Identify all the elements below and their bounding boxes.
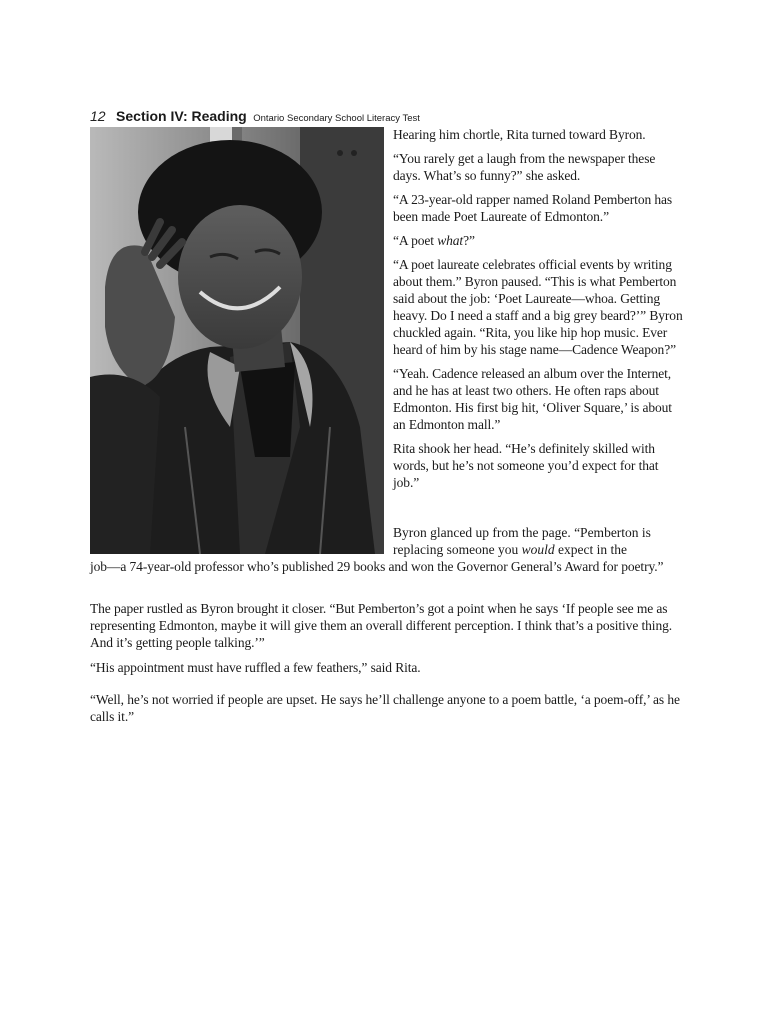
paragraph: Rita shook her head. “He’s definitely skilled with words, but he’s not someone you’d expect for that job.” [393, 441, 659, 490]
paragraph-block [90, 659, 684, 676]
paragraph: job—a 74-year-old professor who’s published 29 books and won the Governor General’s Award for poetry.” [90, 559, 664, 574]
wrapped-paragraph-end [90, 558, 684, 575]
photo-of-young-man-laughing [90, 127, 384, 554]
test-title: Ontario Secondary School Literacy Test [253, 113, 420, 124]
text-run: expect in the [554, 542, 627, 557]
emphasis-text: would [521, 542, 555, 557]
paragraph: “His appointment must have ruffled a few feathers,” said Rita. [90, 660, 421, 675]
text-line [393, 541, 683, 558]
paragraph: “A 23-year-old rapper named Roland Pemberton has been made Poet Laureate of Edmonton.” [393, 192, 673, 224]
section-title: Section IV: Reading [116, 108, 247, 124]
photo-illustration [90, 127, 384, 554]
paragraph: “A poet laureate celebrates official events by writing about them.” Byron paused. “This is what Pemberton said about the job: ‘Poet Laureate—whoa. Getting heavy. Do I need a staff and a big grey beard?’” Byron chuckled again. “Rita, you like hip hop music. Ever heard of him by his stage name—Cadence Weapon?” [393, 257, 683, 357]
paragraph [393, 232, 683, 249]
wrapped-paragraph-start [393, 524, 683, 558]
paragraph-block [90, 691, 684, 725]
page-number: 12 [90, 108, 106, 124]
emphasis-text: what [437, 233, 464, 248]
paragraph: “Well, he’s not worried if people are upset. He says he’ll challenge anyone to a poem battle, ‘a poem-off,’ as he calls it.” [90, 692, 680, 724]
right-column-text [393, 126, 683, 498]
text-line: Byron glanced up from the page. “Pemberton is [393, 525, 651, 540]
paragraph: “You rarely get a laugh from the newspaper these days. What’s so funny?” she asked. [393, 151, 656, 183]
text-run: ?” [463, 233, 475, 248]
text-run: “A poet [393, 233, 438, 248]
paragraph: Hearing him chortle, Rita turned toward Byron. [393, 127, 646, 142]
paragraph-block [90, 600, 684, 651]
paragraph: The paper rustled as Byron brought it closer. “But Pemberton’s got a point when he says ‘If people see me as representing Edmonton, maybe it will give them an overall different perception. I think that’s a positive thing. And it’s getting people talking.’” [90, 601, 673, 650]
text-run: replacing someone you [393, 542, 522, 557]
page-header [90, 108, 420, 126]
paragraph: “Yeah. Cadence released an album over the Internet, and he has at least two others. He often raps about Edmonton. His first big hit, ‘Oliver Square,’ is about an Edmonton mall.” [393, 366, 672, 432]
